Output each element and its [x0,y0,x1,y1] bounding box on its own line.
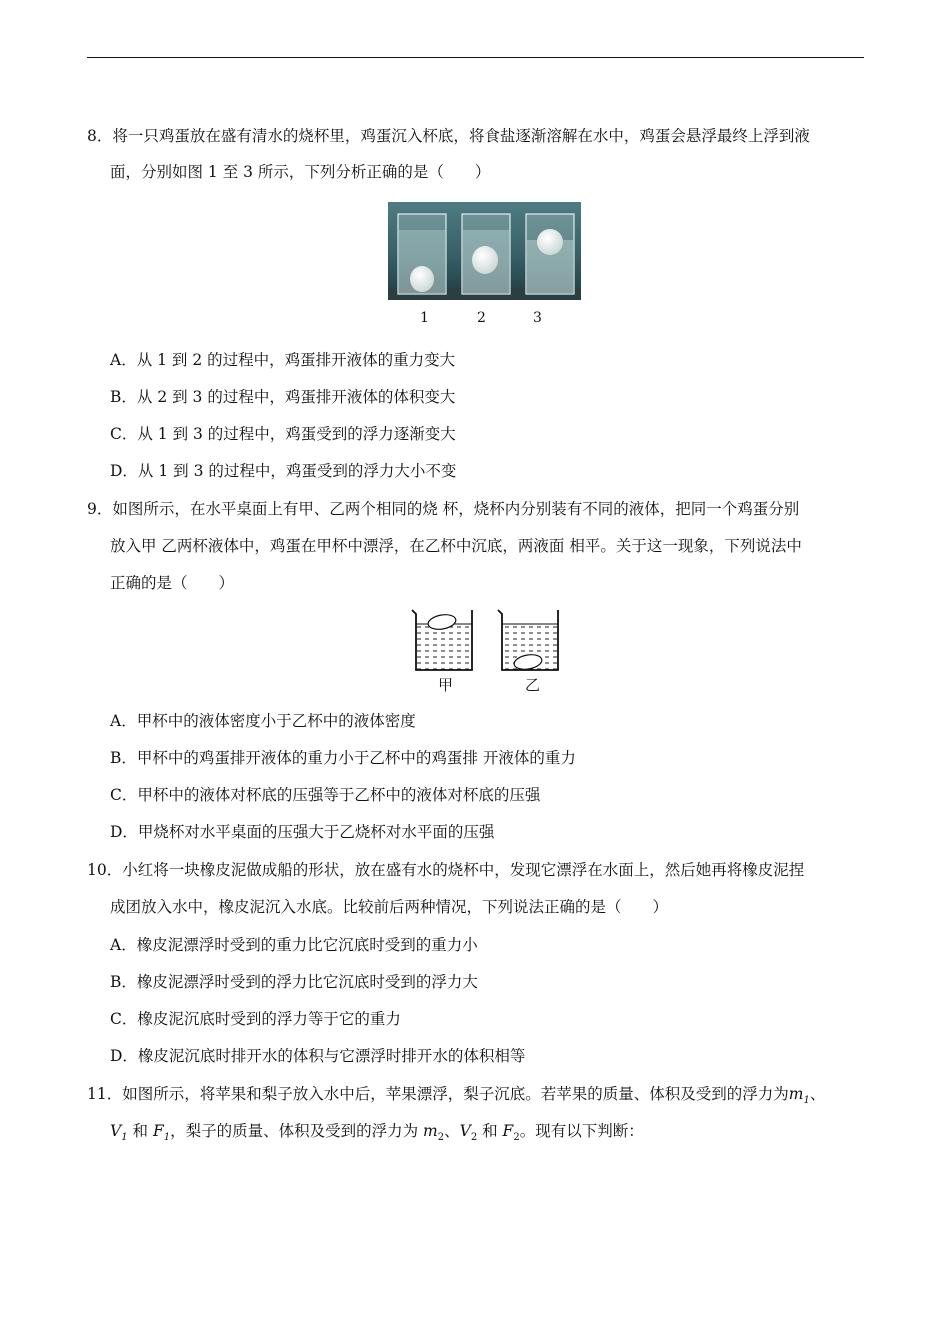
question-10-line-2: 成团放入水中，橡皮泥沉入水底。比较前后两种情况，下列说法正确的是（ ） [110,898,669,916]
var-f2: F [502,1122,514,1140]
egg-2 [472,246,498,274]
question-number: 9． [87,500,113,518]
figure-label-1: 1 [420,310,429,326]
var-sub: 2 [437,1132,445,1144]
var-sub: 2 [470,1132,478,1144]
question-text: 如图所示，在水平桌面上有甲、乙两个相同的烧 杯，烧杯内分别装有不同的液体，把同一个鸡蛋分别 [112,500,800,518]
question-text: 将一只鸡蛋放在盛有清水的烧杯里，鸡蛋沉入杯底，将食盐逐渐溶解在水中，鸡蛋会悬浮最终上浮到液 [112,127,810,145]
option-b: B．从 2 到 3 的过程中，鸡蛋排开液体的体积变大 [110,388,456,406]
figure-label-yi: 乙 [525,676,541,694]
option-a: A．甲杯中的液体密度小于乙杯中的液体密度 [110,712,416,730]
question-10-line-1 [87,858,804,880]
header-rule [87,57,864,58]
question-number: 11． [87,1085,123,1103]
option-c: C．橡皮泥沉底时受到的浮力等于它的重力 [110,1010,401,1028]
var-v2: V [459,1122,471,1140]
punct: 、 [809,1085,826,1103]
text: ，梨子的质量、体积及受到的浮力为 [170,1122,424,1140]
var-sub: 2 [513,1132,520,1144]
beaker-yi [498,610,558,671]
option-d: D．甲烧杯对水平桌面的压强大于乙烧杯对水平面的压强 [110,823,495,841]
question-8-line-1 [87,124,810,146]
option-c: C．从 1 到 3 的过程中，鸡蛋受到的浮力逐渐变大 [110,425,456,443]
question-11-line-2 [110,1119,644,1143]
egg-1 [410,266,434,292]
beakers-diagram [408,606,568,696]
option-d: D．从 1 到 3 的过程中，鸡蛋受到的浮力大小不变 [110,462,457,480]
var-v1: V [110,1122,122,1140]
figure-label-2: 2 [477,310,486,326]
question-9-line-3: 正确的是（ ） [110,574,235,592]
beaker-jia [412,610,472,670]
text: 和 [127,1122,153,1140]
figure-label-3: 3 [533,310,542,326]
egg-3 [537,229,563,255]
var-sub: 1 [163,1132,171,1144]
text: 、 [444,1122,460,1140]
question-text: 如图所示，将苹果和梨子放入水中后，苹果漂浮，梨子沉底。若苹果的质量、体积及受到的浮力为 [122,1085,789,1103]
figure-label-jia: 甲 [438,676,454,694]
var-sub: 1 [803,1095,810,1107]
question-8-line-2: 面，分别如图 1 至 3 所示，下列分析正确的是（ ） [110,163,491,181]
option-b: B．甲杯中的鸡蛋排开液体的重力小于乙杯中的鸡蛋排 开液体的重力 [110,749,576,767]
var-m: m [788,1085,804,1103]
question-9-line-2: 放入甲 乙两杯液体中，鸡蛋在甲杯中漂浮，在乙杯中沉底，两液面 相平。关于这一现象，下列说法中 [110,537,802,555]
var-m2: m [423,1122,438,1140]
var-f1: F [152,1122,164,1140]
var-sub: 1 [121,1132,128,1144]
beaker-3 [526,214,574,294]
question-11-line-1 [87,1082,825,1106]
option-c: C．甲杯中的液体对杯底的压强等于乙杯中的液体对杯底的压强 [110,786,541,804]
option-b: B．橡皮泥漂浮时受到的浮力比它沉底时受到的浮力大 [110,973,478,991]
option-a: A．从 1 到 2 的过程中，鸡蛋排开液体的重力变大 [110,351,456,369]
option-d: D．橡皮泥沉底时排开水的体积与它漂浮时排开水的体积相等 [110,1047,526,1065]
beaker-1 [398,214,446,294]
question-text: 小红将一块橡皮泥做成船的形状，放在盛有水的烧杯中，发现它漂浮在水面上，然后她再将橡皮泥捏 [122,861,805,879]
question-number: 10． [87,861,123,879]
question-9-line-1 [87,497,799,519]
beaker-2 [462,214,510,294]
question-number: 8． [87,127,113,145]
text: 和 [477,1122,503,1140]
option-a: A．橡皮泥漂浮时受到的重力比它沉底时受到的重力小 [110,936,478,954]
egg-beakers-photo [388,202,581,300]
text: 。现有以下判断： [519,1122,644,1140]
